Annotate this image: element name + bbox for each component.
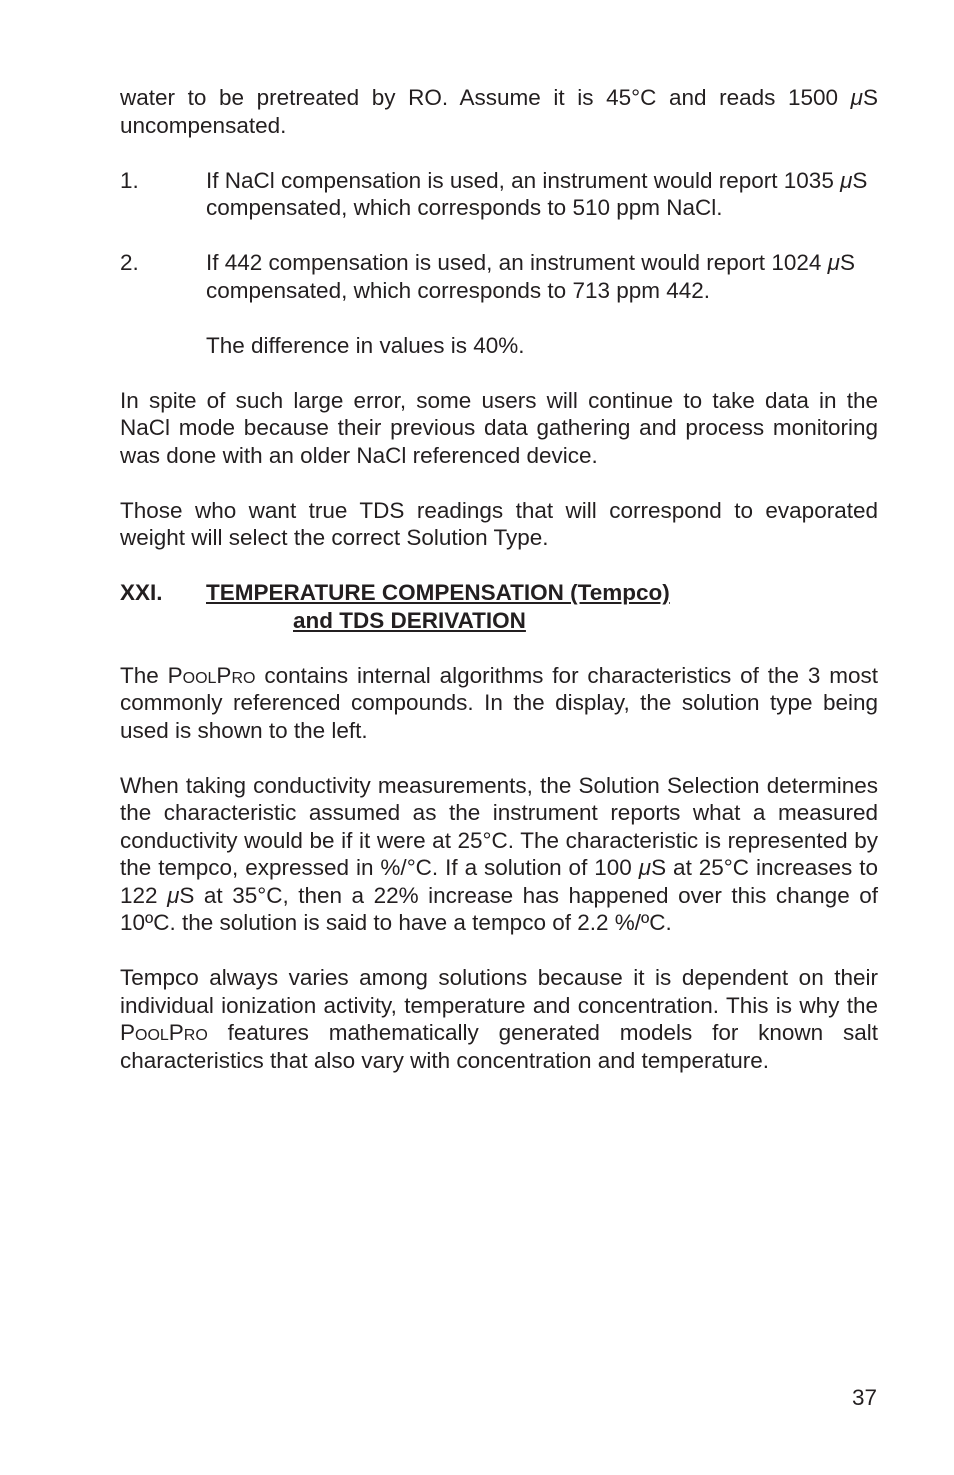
intro-paragraph: water to be pretreated by RO. Assume it is 45°C and reads 1500 μS uncompensated. (120, 85, 878, 138)
document-page (120, 84, 878, 1102)
difference-note: The difference in values is 40%. (206, 332, 525, 358)
section-title-line-1: TEMPERATURE COMPENSATION (Tempco) (206, 580, 670, 605)
list-text-2: If 442 compensation is used, an instrument would report 1024 μS compensated, which corresponds to 713 ppm 442. (206, 250, 855, 303)
tempco-paragraph (120, 964, 878, 1074)
list-item-2 (120, 249, 878, 304)
brand-name: PoolPro (167, 662, 256, 688)
poolpro-paragraph (120, 662, 878, 745)
list-text-1: If NaCl compensation is used, an instrument would report 1035 μS compensated, which corresponds to 510 ppm NaCl. (206, 167, 868, 220)
those-paragraph: Those who want true TDS readings that will correspond to evaporated weight will select the correct Solution Type. (120, 497, 878, 550)
spite-paragraph: In spite of such large error, some users will continue to take data in the NaCl mode because their previous data gathering and process monitoring was done with an older NaCl referenced device. (120, 387, 878, 468)
section-title-line-2-wrap (206, 607, 526, 635)
poolpro-text-start: The (120, 662, 168, 688)
tempco-text-end: features mathematically generated models for known salt characteristics that also vary with concentration and temperature. (120, 1020, 878, 1073)
page-number: 37 (851, 1385, 877, 1410)
section-number: XXI. (120, 580, 163, 605)
brand-name-2: PoolPro (120, 1020, 208, 1045)
list-number-1: 1. (120, 167, 139, 193)
list-item-1 (120, 167, 878, 222)
section-title-line-2: and TDS DERIVATION (293, 607, 526, 633)
section-title (206, 579, 878, 634)
poolpro-text-end: contains internal algorithms for characteristics of the 3 most commonly referenced compounds. In the display, the solution type being used is shown to the left. (120, 662, 878, 743)
list-number-2: 2. (120, 250, 139, 275)
conductivity-paragraph: When taking conductivity measurements, the Solution Selection determines the characteristic assumed as the instrument reports what a measured conductivity would be if it were at 25°C. The characteristic is represented by the tempco, expressed in %/°C. If a solution of 100 μS at 25°C increases to 122 μS at 35°C, then a 22% increase has happened over this change of 10ºC. the solution is said to have a tempco of 2.2 %/ºC. (120, 772, 878, 935)
section-heading (120, 579, 878, 634)
tempco-text-start: Tempco always varies among solutions because it is dependent on their individual ionization activity, temperature and concentration. This is why the (120, 965, 878, 1018)
